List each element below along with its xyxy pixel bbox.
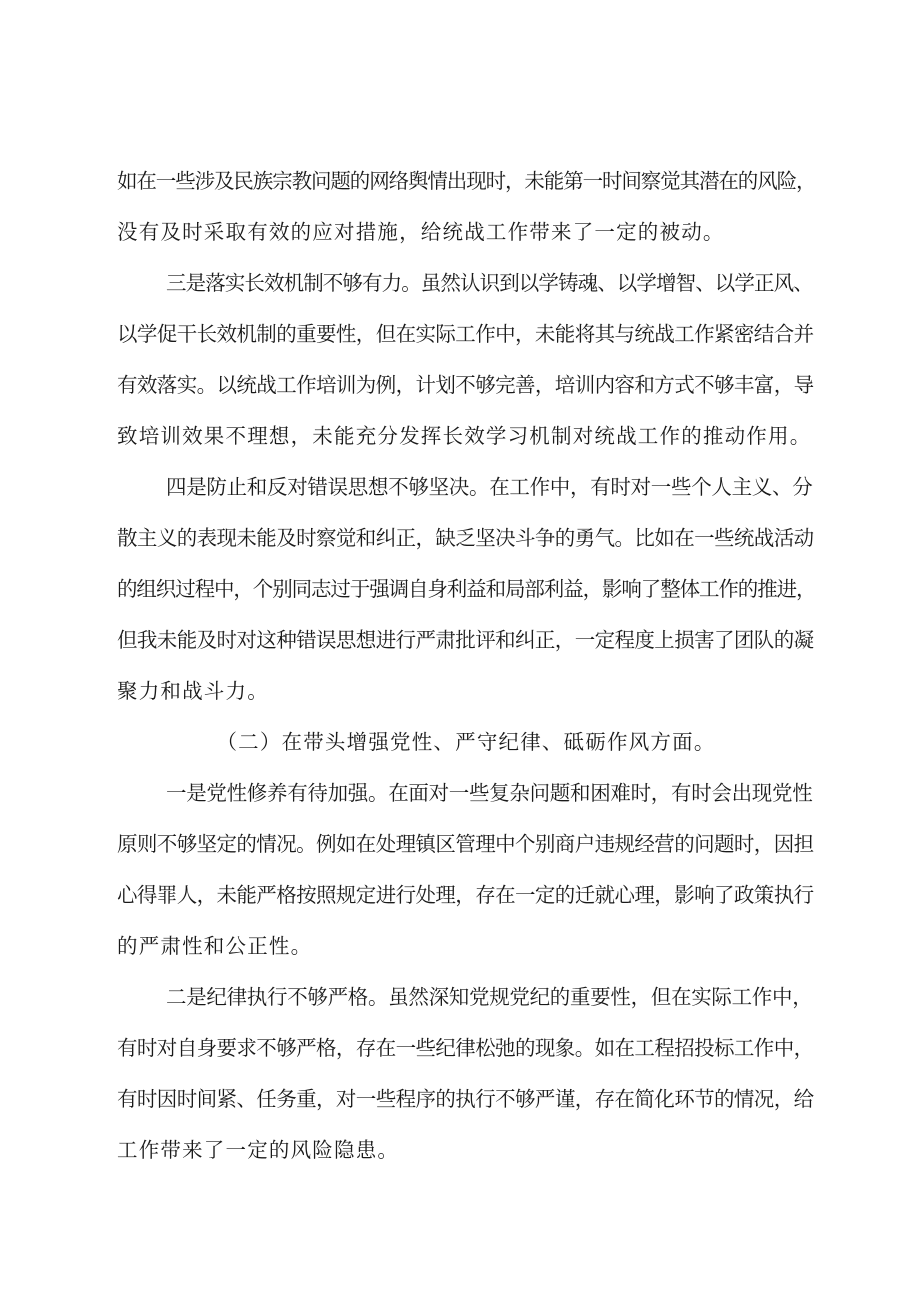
text-line: 的严肃性和公正性。	[117, 934, 313, 958]
text-line: 二是纪律执行不够严格。虽然深知党规党纪的重要性，但在实际工作中，	[166, 985, 813, 1009]
text-line: 如在一些涉及民族宗教问题的网络舆情出现时，未能第一时间察觉其潜在的风险，	[117, 169, 816, 193]
paragraph-3	[117, 462, 815, 717]
text-line: 致培训效果不理想，未能充分发挥长效学习机制对统战工作的推动作用。	[117, 424, 812, 448]
text-line: 四是防止和反对错误思想不够坚决。在工作中，有时对一些个人主义、分	[166, 475, 813, 499]
text-line: 有时对自身要求不够严格，存在一些纪律松弛的现象。如在工程招投标工作中，	[117, 1036, 814, 1060]
section-heading-text: （二）在带头增强党性、严守纪律、砥砺作风方面。	[216, 730, 716, 754]
paragraph-1	[117, 156, 815, 258]
text-line: 有时因时间紧、任务重，对一些程序的执行不够严谨，存在简化环节的情况，给	[117, 1087, 814, 1111]
text-line: 工作带来了一定的风险隐患。	[117, 1138, 400, 1162]
text-line: 心得罪人，未能严格按照规定进行处理，存在一定的迁就心理，影响了政策执行	[117, 883, 814, 907]
paragraph-2	[117, 258, 815, 462]
text-line: 散主义的表现未能及时察觉和纠正，缺乏坚决斗争的勇气。比如在一些统战活动	[117, 526, 814, 550]
text-line: 但我未能及时对这种错误思想进行严肃批评和纠正，一定程度上损害了团队的凝	[117, 628, 814, 652]
text-line: 一是党性修养有待加强。在面对一些复杂问题和困难时，有时会出现党性	[166, 781, 813, 805]
section-heading	[117, 717, 815, 768]
document-body	[117, 156, 815, 1176]
text-line: 的组织过程中，个别同志过于强调自身利益和局部利益，影响了整体工作的推进，	[117, 577, 816, 601]
text-line: 有效落实。以统战工作培训为例，计划不够完善，培训内容和方式不够丰富，导	[117, 373, 814, 397]
text-line: 以学促干长效机制的重要性，但在实际工作中，未能将其与统战工作紧密结合并	[117, 322, 814, 346]
paragraph-4	[117, 768, 815, 972]
text-line: 三是落实长效机制不够有力。虽然认识到以学铸魂、以学增智、以学正风、	[166, 271, 813, 295]
text-line: 没有及时采取有效的应对措施，给统战工作带来了一定的被动。	[117, 220, 725, 244]
text-line: 聚力和战斗力。	[117, 679, 269, 703]
text-line: 原则不够坚定的情况。例如在处理镇区管理中个别商户违规经营的问题时，因担	[117, 832, 814, 856]
paragraph-5	[117, 972, 815, 1176]
